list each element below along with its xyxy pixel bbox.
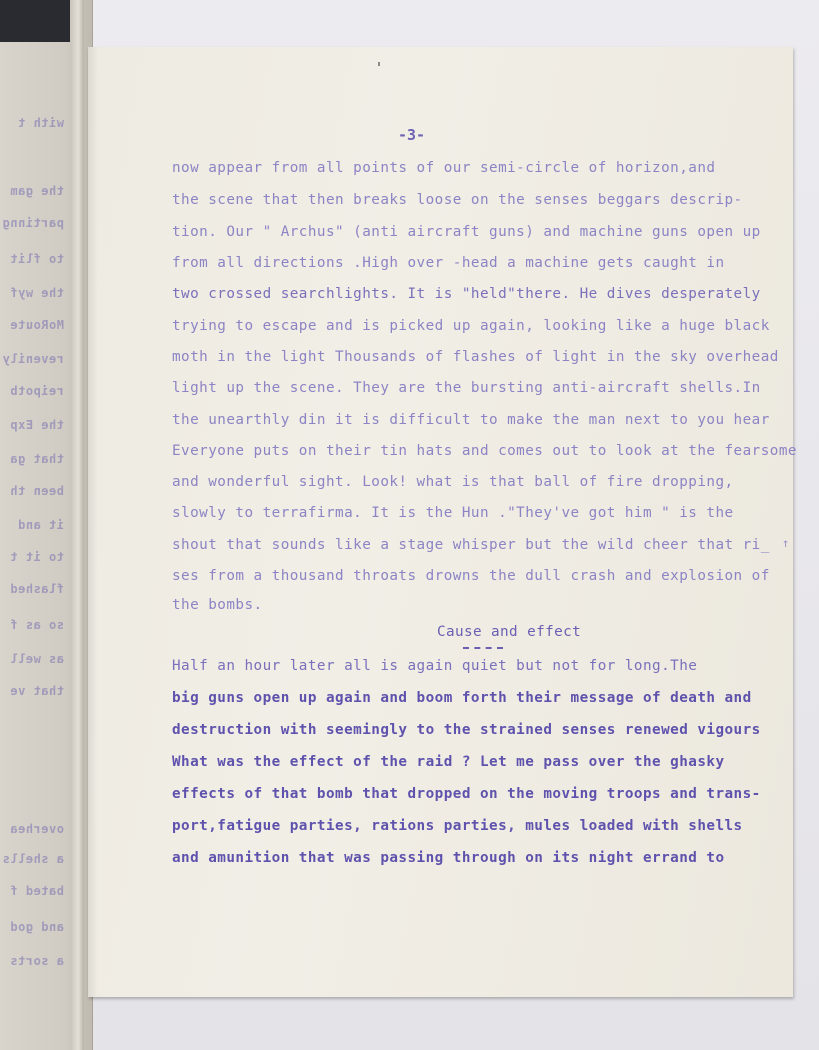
text-line: moth in the light Thousands of flashes of light in the sky overhead <box>172 349 779 365</box>
bleed-line: the gam <box>9 184 64 198</box>
text-line: two crossed searchlights. It is "held"there. He dives desperately <box>172 286 761 302</box>
bleed-line: flashed <box>9 582 64 596</box>
text-line: big guns open up again and boom forth their message of death and <box>172 690 752 706</box>
text-line: trying to escape and is picked up again, looking like a huge black <box>172 318 770 334</box>
bleed-line: that ve <box>9 684 64 698</box>
bleed-line: to it t <box>9 550 64 564</box>
bleed-line: reipotb <box>9 384 64 398</box>
bleed-line: so as f <box>9 618 64 632</box>
margin-mark: ↑ <box>782 536 790 550</box>
page-gutter-shadow <box>88 47 98 997</box>
bleed-line: the Exp <box>9 418 64 432</box>
bleed-line: it and <box>17 518 64 532</box>
bleed-line: overhea <box>9 822 64 836</box>
page-number: -3- <box>398 126 426 144</box>
bleed-line: and god <box>9 920 64 934</box>
text-line: the bombs. <box>172 597 263 613</box>
bleed-line: revenily <box>2 352 64 366</box>
bleed-line: the wyf <box>9 286 64 300</box>
paper-speck <box>378 62 380 66</box>
bleed-line: bated f <box>9 884 64 898</box>
text-line: from all directions .High over -head a machine gets caught in <box>172 255 725 271</box>
bleed-line: been th <box>9 484 64 498</box>
text-line: Everyone puts on their tin hats and comes out to look at the fearsome <box>172 443 797 459</box>
text-line: the unearthly din it is difficult to make the man next to you hear <box>172 412 770 428</box>
bleed-line: a sorts <box>9 954 64 968</box>
facing-page <box>0 0 93 1050</box>
text-line: destruction with seemingly to the strained senses renewed vigours <box>172 722 761 738</box>
text-line: tion. Our " Archus" (anti aircraft guns) and machine guns open up <box>172 224 761 240</box>
text-line: light up the scene. They are the bursting anti-aircraft shells.In <box>172 380 761 396</box>
bleed-line: that ga <box>9 452 64 466</box>
bleed-line: as well <box>9 652 64 666</box>
bleed-line: to flit <box>9 252 64 266</box>
binder-cover <box>0 0 78 42</box>
section-heading: Cause and effect <box>437 624 582 640</box>
text-line: ses from a thousand throats drowns the dull crash and explosion of <box>172 568 770 584</box>
page-stack-edge <box>70 0 84 1050</box>
heading-underline <box>463 647 503 649</box>
text-line: Half an hour later all is again quiet but not for long.The <box>172 658 698 674</box>
text-line: now appear from all points of our semi-circle of horizon,and <box>172 160 716 176</box>
text-line: port,fatigue parties, rations parties, mules loaded with shells <box>172 818 743 834</box>
bleed-line: partinng <box>2 216 64 230</box>
text-line: and amunition that was passing through on its night errand to <box>172 850 725 866</box>
bleed-line: with t <box>17 116 64 130</box>
bleed-line: MoRoute <box>9 318 64 332</box>
text-line: shout that sounds like a stage whisper but the wild cheer that ri_ <box>172 537 770 553</box>
text-line: What was the effect of the raid ? Let me pass over the ghasky <box>172 754 725 770</box>
text-line: the scene that then breaks loose on the senses beggars descrip- <box>172 192 743 208</box>
text-line: slowly to terrafirma. It is the Hun ."They've got him " is the <box>172 505 734 521</box>
text-line: effects of that bomb that dropped on the moving troops and trans- <box>172 786 761 802</box>
bleed-line: a shells <box>2 852 64 866</box>
text-line: and wonderful sight. Look! what is that ball of fire dropping, <box>172 474 734 490</box>
